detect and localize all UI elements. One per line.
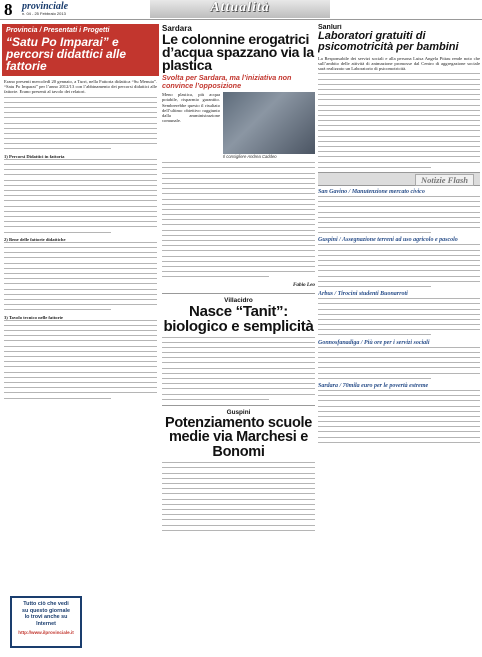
right-article-title: Laboratori gratuiti di psicomotricità per bambini <box>318 30 459 54</box>
issue-date: n. 04 - 25 Febbraio 2013 <box>22 11 66 16</box>
page-number: 8 <box>4 0 13 19</box>
promo-line-3: lo trovi anche su Internet <box>24 614 68 627</box>
flash-news-bar <box>318 172 480 186</box>
promo-url-link[interactable]: http://www.ilprovinciale.it <box>18 630 74 635</box>
article-photo <box>223 92 315 154</box>
right-column <box>318 24 480 654</box>
right-article-lead: La Responsabile dei servizi sociali e alla persona Luisa Angela Pittau rende noto che sull’ambito delle attività di animazione promosse dal Centro di aggregazione sociale sarà realizzato un Laboratorio di psicomotricità. <box>318 55 480 72</box>
divider <box>162 405 315 406</box>
divider <box>162 293 315 294</box>
photo-caption: Il consigliere Andrea Caddeo <box>223 154 277 160</box>
flash-item-1-title: San Gavino / Manutenzione mercato civico <box>318 188 425 195</box>
promo-line-1: Tutto ciò che vedi <box>23 601 69 607</box>
left-heading-1: 1) Percorsi Didattici in fattoria <box>4 153 65 159</box>
middle-article-kicker: Sardara <box>162 24 192 33</box>
promo-line-2: su questo giornale <box>22 607 70 614</box>
story-3-place: Guspini <box>226 408 251 416</box>
middle-article-subtitle: Svolta per Sardara, ma l’iniziativa non convince l’opposizione <box>162 73 292 90</box>
left-heading-3: 3) Tavolo tecnico nelle fattorie <box>4 314 63 320</box>
left-heading-2: 2) Bene delle fattorie didattiche <box>4 236 66 242</box>
left-article-body <box>2 76 159 399</box>
left-article-kicker: Provincia / Presentati i Progetti <box>6 27 110 34</box>
flash-item-3-title: Arbus / Tirocini studenti Buonarroti <box>318 291 408 298</box>
left-article <box>2 24 159 654</box>
middle-column <box>162 24 315 654</box>
newspaper-logo: provinciale <box>22 1 69 12</box>
story-2-place: Villacidro <box>224 296 253 304</box>
story-3-title: Potenziamento scuole medie via Marchesi e Bonomi <box>164 414 313 460</box>
story-2-title: Nasce “Tanit”: biologico e semplicità <box>163 302 314 335</box>
left-article-title: “Satu Po Imparai” e percorsi didattici alle fattorie <box>6 35 127 73</box>
left-article-banner <box>2 24 159 76</box>
page-header <box>0 0 482 20</box>
middle-article-lead: Meno plastica, più acqua potabile, risparmio garantito. Sembrerebbe questo il risultato dell’ultimo obiettivo raggiunto dalla amministrazione comunale. <box>162 92 220 124</box>
flash-item-4-title: Gonnosfanadiga / Più ore per i servizi sociali <box>318 339 430 346</box>
left-article-intro: Erano presenti mercoledì 20 gennaio, a Turri, nella Fattoria didattica “Su Menuia”. “Satu Po Imparai” per l’anno 2012/13 con l’abbinamento dei percorsi didattici alle fattorie. Erano presenti al tavolo dei relatori. <box>4 79 157 95</box>
section-title: Attualità <box>150 0 330 18</box>
middle-article-title: Le colonnine erogatrici d’acqua spazzano via la plastica <box>162 31 314 73</box>
article-signature: Fabio Leo <box>292 281 315 288</box>
flash-news-label: Notizie Flash <box>415 174 474 186</box>
right-article-kicker: Sanluri <box>318 24 342 31</box>
flash-item-5-title: Sardara / 70mila euro per le povertà estreme <box>318 382 429 389</box>
internet-promo-box[interactable] <box>10 596 82 648</box>
flash-item-2-title: Guspini / Assegnazione terreni ad uso agricolo e pascolo <box>318 237 458 244</box>
